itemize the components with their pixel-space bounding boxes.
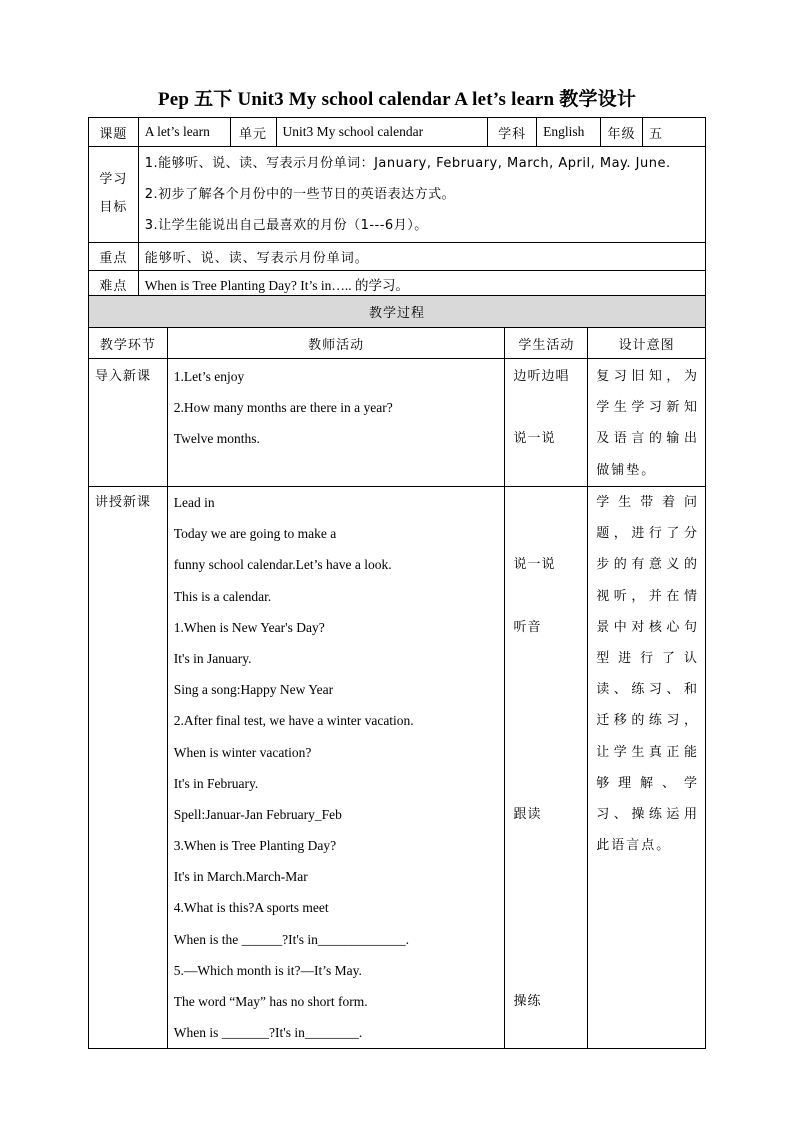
lesson-info-table [88,117,706,299]
student-line [505,487,587,518]
teacher-line: This is a calendar. [173,588,272,604]
teacher-line: When is the ______?It's in_____________. [173,931,410,947]
column-header-teacher: 教师活动 [167,328,505,359]
teacher-line: 1.Let’s enjoy [173,369,245,384]
student-line: 说一说 [513,557,556,573]
student-activity-cell [505,359,588,487]
goal-item: 2.初步了解各个月份中的一些节日的英语表达方式。 [144,187,456,203]
student-line [505,737,587,768]
design-purpose-cell: 复习旧知，为学生学习新知及语言的输出做铺垫。 [588,359,706,487]
student-line [505,674,587,705]
teacher-line: Today we are going to make a [173,526,337,542]
student-line [505,643,587,674]
student-line [505,861,587,892]
column-header-purpose: 设计意图 [588,328,706,359]
grade-label: 年级 [601,118,643,147]
key-point-label: 重点 [89,242,139,270]
goals-list [138,147,705,243]
process-header: 教学过程 [89,296,706,328]
goals-label: 学习目标 [89,147,139,243]
subject-value: English [537,118,601,147]
teacher-line: 2.After final test, we have a winter vacation. [173,713,414,729]
student-line [505,924,587,955]
goal-item: 1.能够听、说、读、写表示月份单词：January, February, March, April, May. June. [144,156,671,171]
teacher-line: When is _______?It's in________. [173,1025,363,1041]
teacher-line: When is winter vacation? [173,744,312,760]
grade-value: 五 [643,118,706,147]
student-line: 操练 [513,994,542,1009]
table-row [89,359,706,487]
student-line [505,392,587,423]
column-header-student: 学生活动 [505,328,588,359]
stage-cell: 导入新课 [89,359,168,487]
teacher-line: Twelve months. [173,431,260,447]
student-line [505,768,587,799]
teacher-line: funny school calendar.Let’s have a look. [173,557,392,573]
teacher-line: 2.How many months are there in a year? [173,400,393,416]
topic-label: 课题 [89,118,139,147]
difficult-point-value: When is Tree Planting Day? It’s in….. 的学习。 [138,270,705,298]
teacher-activity-cell [167,487,505,1049]
teacher-line: 4.What is this?A sports meet [173,900,329,916]
student-line [505,892,587,923]
teacher-line: The word “May” has no short form. [173,994,368,1009]
student-line: 说一说 [513,431,556,447]
stage-cell: 讲授新课 [89,487,168,1049]
teacher-line: 1.When is New Year's Day? [173,619,325,635]
student-line: 听音 [513,619,542,635]
goal-item: 3.让学生能说出自己最喜欢的月份（1---6月）。 [144,218,428,234]
table-row [89,487,706,1049]
topic-value: A let’s learn [138,118,230,147]
student-line [505,1017,587,1048]
difficult-point-label: 难点 [89,270,139,298]
teacher-line: 3.When is Tree Planting Day? [173,838,337,854]
teacher-line: It's in February. [173,775,259,791]
teacher-line: It's in January. [173,650,252,666]
column-header-stage: 教学环节 [89,328,168,359]
design-purpose-cell: 学生带着问题，进行了分步的有意义的视听，并在情景中对核心句型进行了认读、练习、和迁移的练习，让学生真正能够理解、学习、操练运用此语言点。 [588,487,706,1049]
student-line [505,705,587,736]
key-point-value: 能够听、说、读、写表示月份单词。 [138,242,705,270]
teacher-line: Sing a song:Happy New Year [173,682,334,698]
teacher-line: 5.—Which month is it?—It’s May. [173,962,362,978]
student-line: 边听边唱 [513,369,570,384]
student-line: 跟读 [513,806,542,822]
student-activity-cell [505,487,588,1049]
student-line [505,955,587,986]
teacher-activity-cell [167,359,505,487]
unit-value: Unit3 My school calendar [276,118,488,147]
document-title: Pep 五下 Unit3 My school calendar A let’s learn 教学设计 [157,89,637,110]
student-line [505,830,587,861]
unit-label: 单元 [230,118,276,147]
teacher-line: It's in March.March-Mar [173,869,308,885]
teacher-line: Lead in [173,495,215,510]
teacher-line: Spell:Januar-Jan February_Feb [173,806,342,822]
student-line [505,581,587,612]
subject-label: 学科 [488,118,537,147]
teaching-process-table [88,295,706,1049]
student-line [505,518,587,549]
